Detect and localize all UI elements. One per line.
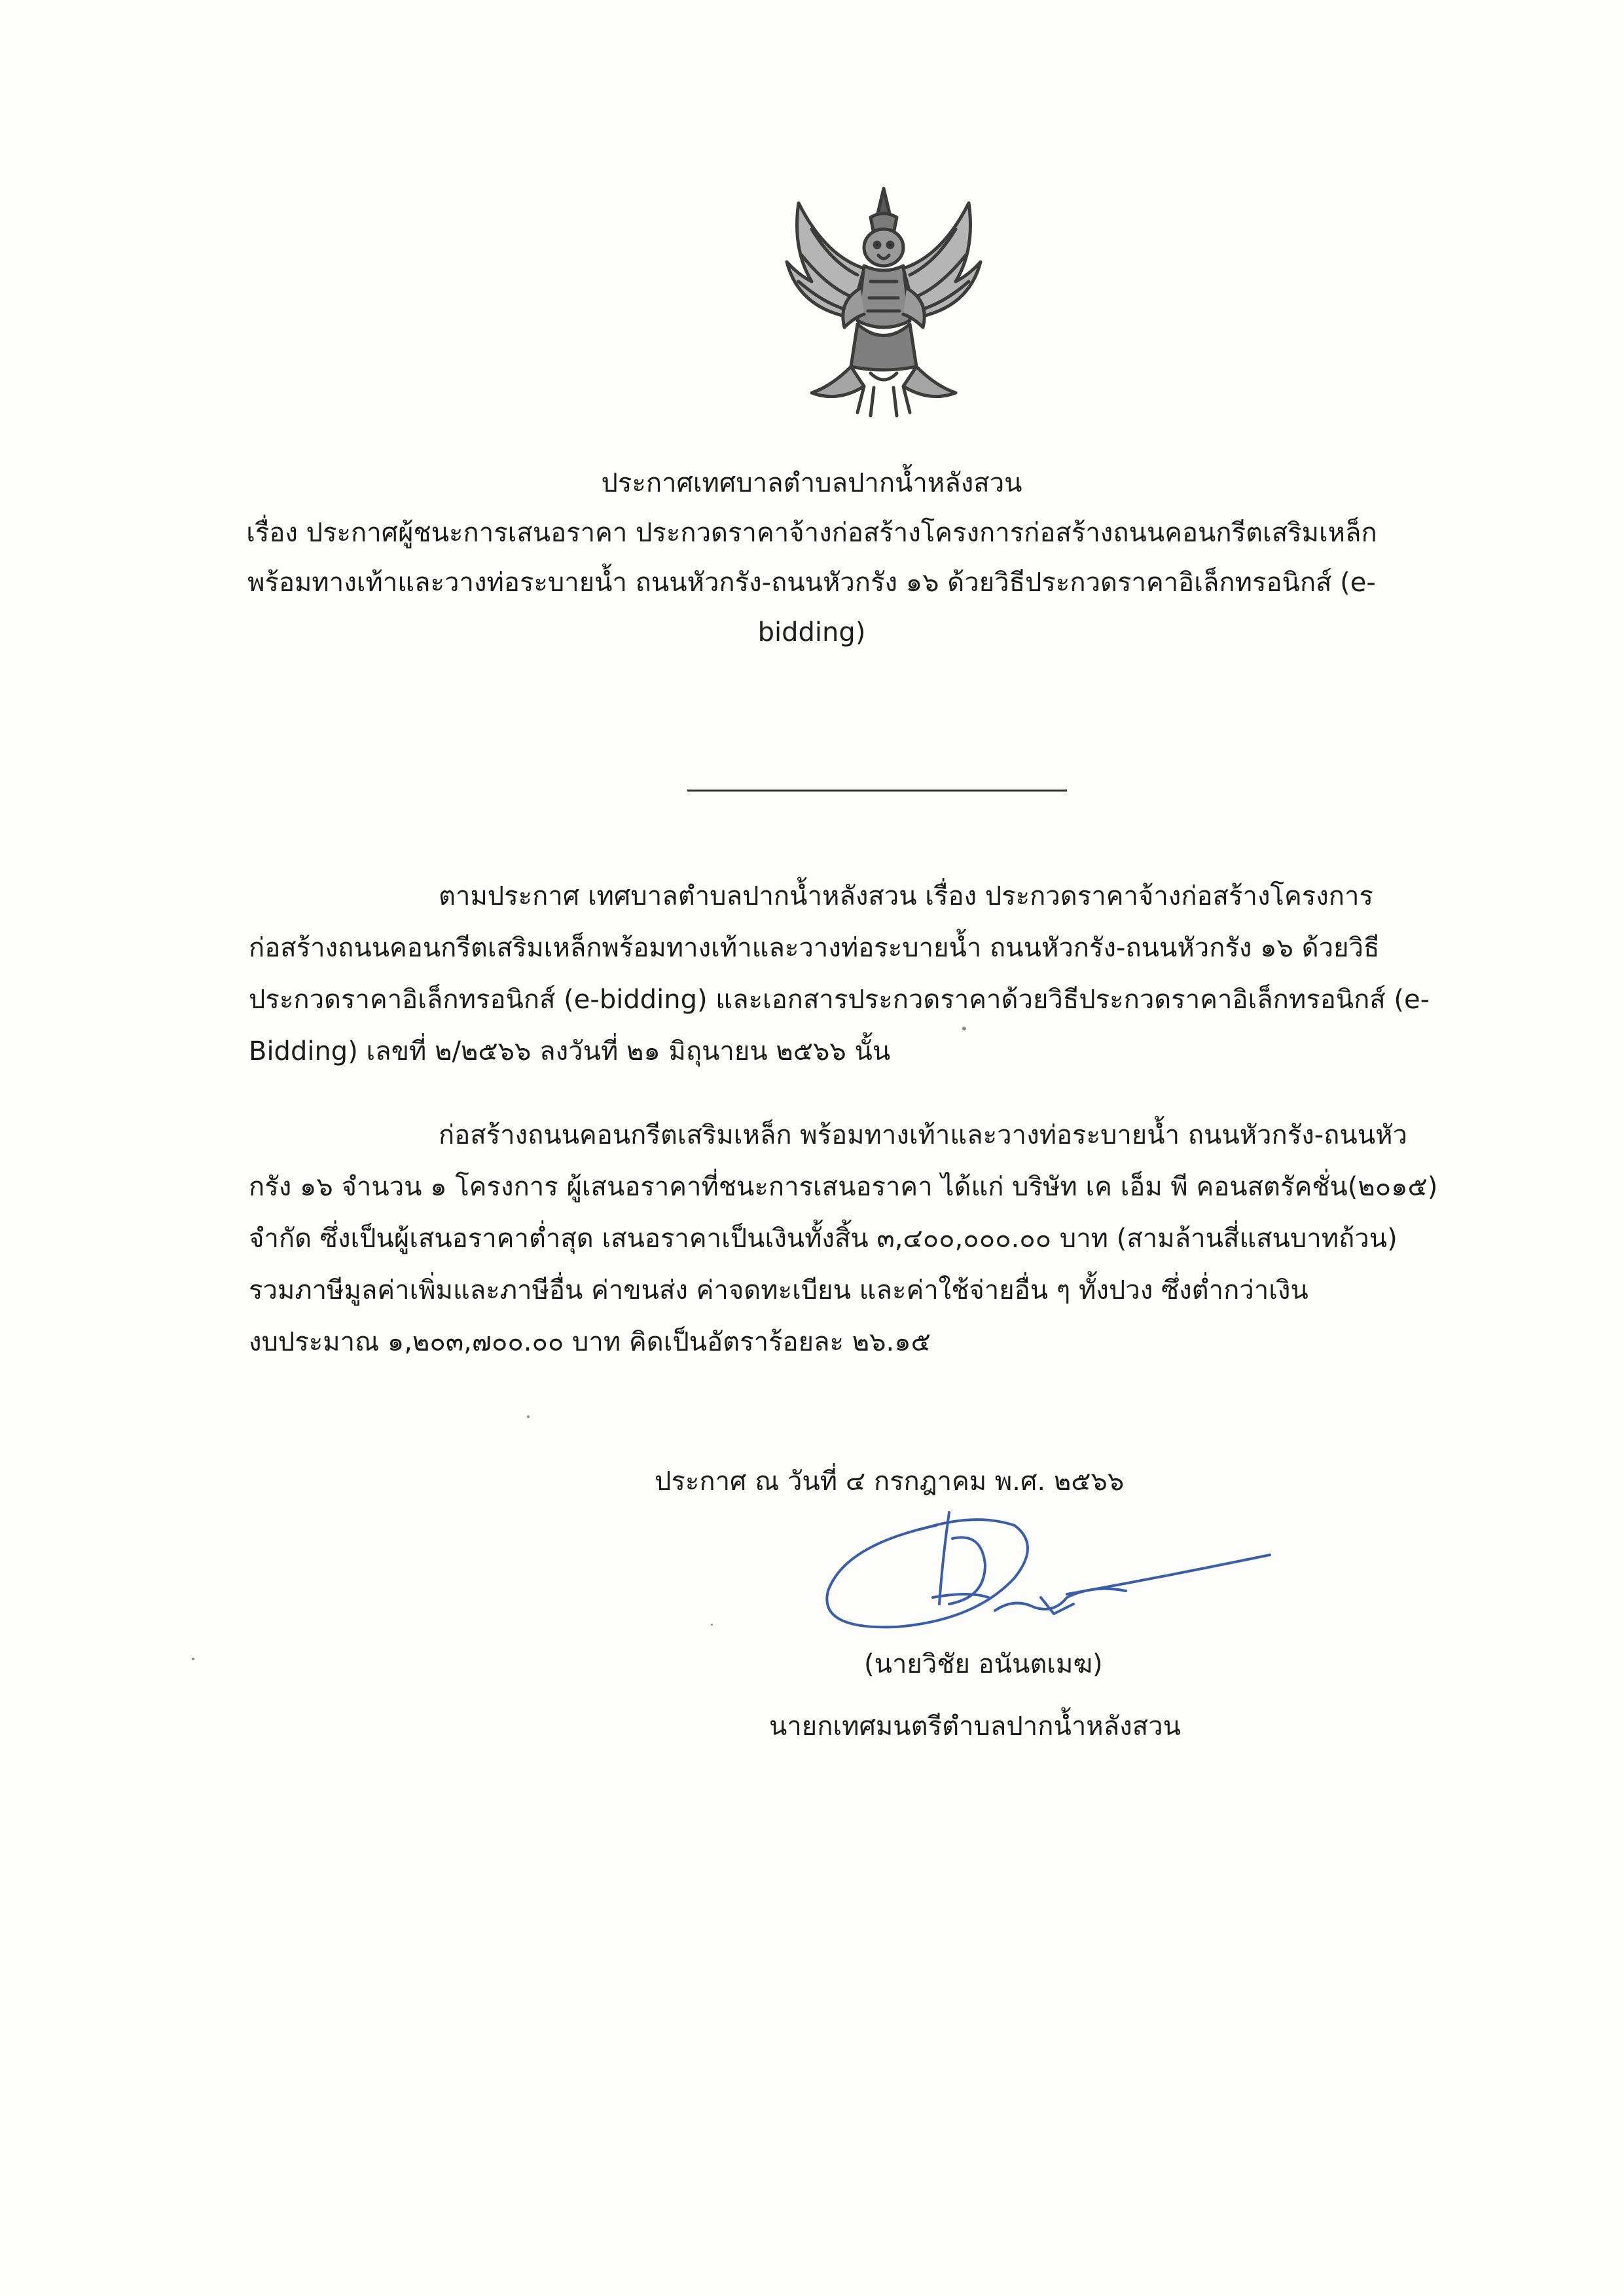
paragraph-line: ประกวดราคาอิเล็กทรอนิกส์ (e-bidding) และเอกสารประกวดราคาด้วยวิธีประกวดราคาอิเล็กทรอนิกส์ (e- xyxy=(249,985,1430,1015)
paragraph-reference xyxy=(249,871,1479,1078)
paragraph-line: งบประมาณ ๑,๒๐๓,๗๐๐.๐๐ บาท คิดเป็นอัตราร้อยละ ๒๖.๑๕ xyxy=(249,1327,931,1357)
paragraph-line: ก่อสร้างถนนคอนกรีตเสริมเหล็กพร้อมทางเท้าและวางท่อระบายน้ำ ถนนหัวกรัง-ถนนหัวกรัง ๑๖ ด้วยวิธี xyxy=(249,933,1380,963)
paragraph-award xyxy=(249,1110,1479,1368)
subject-line: พร้อมทางเท้าและวางท่อระบายน้ำ ถนนหัวกรัง-ถนนหัวกรัง ๑๖ ด้วยวิธีประกวดราคาอิเล็กทรอนิกส์ (e- xyxy=(247,568,1376,598)
signer-name: (นายวิชัย อนันตเมฆ) xyxy=(864,1649,1103,1679)
scan-speck xyxy=(711,1624,713,1626)
paragraph-line: กรัง ๑๖ จำนวน ๑ โครงการ ผู้เสนอราคาที่ชนะการเสนอราคา ได้แก่ บริษัท เค เอ็ม พี คอนสตรัคชั่น(๒๐๑๕) xyxy=(249,1172,1438,1202)
announcement-date: ประกาศ ณ วันที่ ๔ กรกฎาคม พ.ศ. ๒๕๖๖ xyxy=(655,1467,1125,1497)
subject-line: bidding) xyxy=(757,617,866,647)
handwritten-signature xyxy=(818,1499,1276,1650)
paragraph-line: รวมภาษีมูลค่าเพิ่มและภาษีอื่น ค่าขนส่ง ค่าจดทะเบียน และค่าใช้จ่ายอื่น ๆ ทั้งปวง ซึ่งต่ำกว่าเงิน xyxy=(249,1275,1308,1305)
scan-speck xyxy=(962,1027,966,1030)
garuda-emblem xyxy=(772,177,995,426)
subject-line: เรื่อง ประกาศผู้ชนะการเสนอราคา ประกวดราคาจ้างก่อสร้างโครงการก่อสร้างถนนคอนกรีตเสริมเหล็ก xyxy=(246,518,1377,548)
signer-position: นายกเทศมนตรีตำบลปากน้ำหลังสวน xyxy=(769,1711,1181,1741)
scan-speck xyxy=(527,1415,530,1418)
title-divider xyxy=(687,790,1067,792)
paragraph-line: จำกัด ซึ่งเป็นผู้เสนอราคาต่ำสุด เสนอราคาเป็นเงินทั้งสิ้น ๓,๔๐๐,๐๐๐.๐๐ บาท (สามล้านสี่แสนบาทถ้วน) xyxy=(249,1224,1398,1254)
paragraph-line: ตามประกาศ เทศบาลตำบลปากน้ำหลังสวน เรื่อง ประกวดราคาจ้างก่อสร้างโครงการ xyxy=(439,881,1373,911)
document-title xyxy=(196,458,1427,657)
title-line: ประกาศเทศบาลตำบลปากน้ำหลังสวน xyxy=(601,468,1022,498)
scan-speck xyxy=(192,1658,194,1660)
paragraph-line: Bidding) เลขที่ ๒/๒๕๖๖ ลงวันที่ ๒๑ มิถุนายน ๒๕๖๖ นั้น xyxy=(249,1036,891,1066)
paragraph-line: ก่อสร้างถนนคอนกรีตเสริมเหล็ก พร้อมทางเท้าและวางท่อระบายน้ำ ถนนหัวกรัง-ถนนหัว xyxy=(439,1120,1407,1150)
